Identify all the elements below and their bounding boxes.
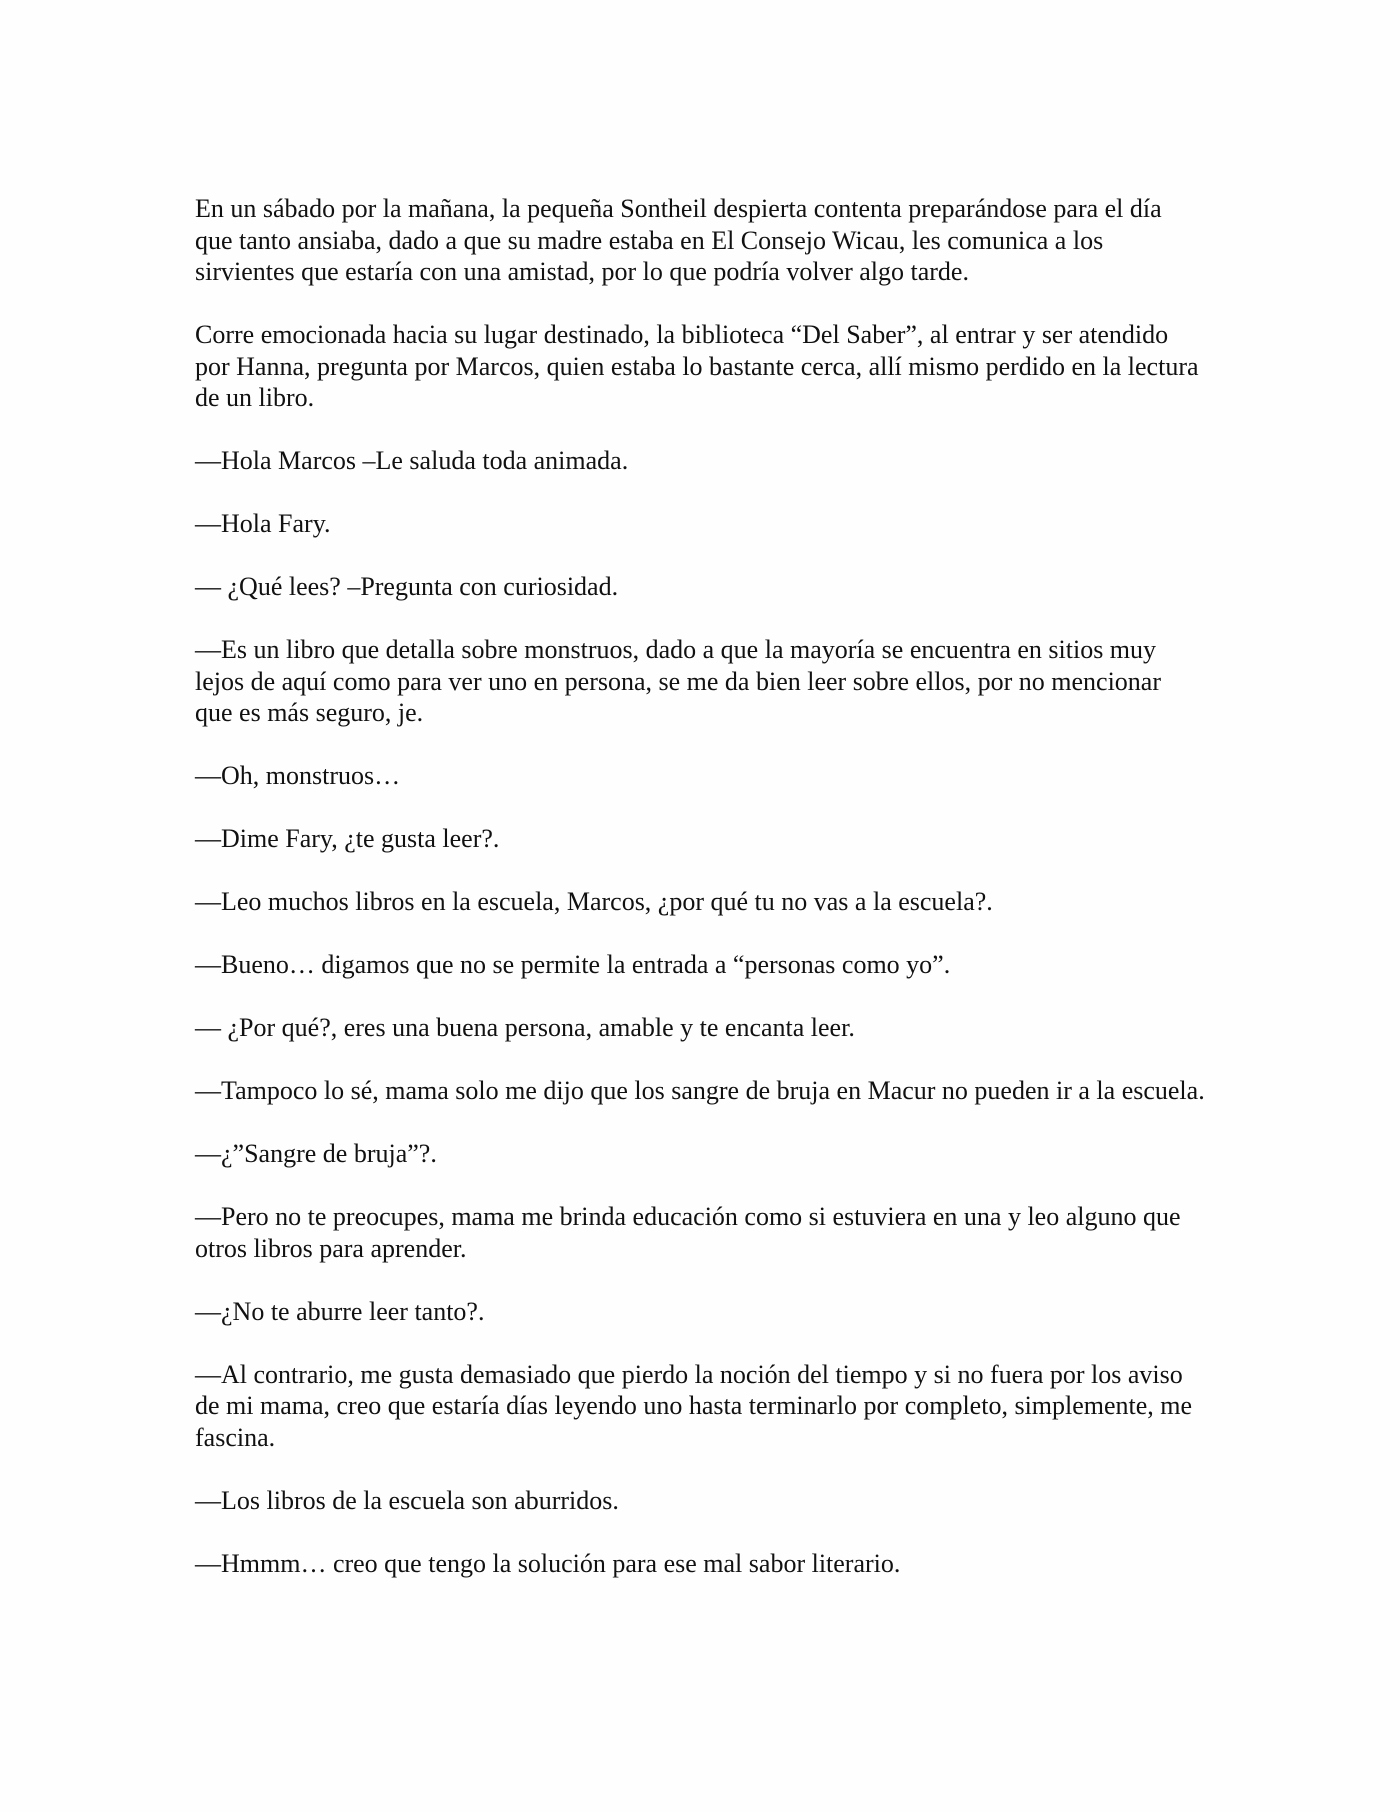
- dialogue-line: —¿No te aburre leer tanto?.: [195, 1296, 485, 1326]
- dialogue-line: —Tampoco lo sé, mama solo me dijo que los sangre de bruja en Macur no pueden ir a la escuela.: [195, 1076, 1205, 1105]
- dialogue-line: —Leo muchos libros en la escuela, Marcos, ¿por qué tu no vas a la escuela?.: [195, 887, 993, 916]
- dialogue-line: —Hmmm… creo que tengo la solución para ese mal sabor literario.: [195, 1548, 901, 1578]
- dialogue-line: —Es un libro que detalla sobre monstruos, dado a que la mayoría se encuentra en sitios muy lejos de aquí como para ver uno en persona, se me da bien leer sobre ellos, por no mencionar que es más seguro, je.: [195, 635, 1161, 727]
- dialogue-line: —Hola Marcos –Le saluda toda animada.: [195, 446, 629, 475]
- dialogue-line: —Los libros de la escuela son aburridos.: [195, 1485, 619, 1515]
- dialogue-line: —Hola Fary.: [195, 509, 331, 538]
- dialogue-line: — ¿Qué lees? –Pregunta con curiosidad.: [195, 572, 619, 601]
- dialogue-line: — ¿Por qué?, eres una buena persona, amable y te encanta leer.: [195, 1013, 855, 1042]
- paragraph-narration-2: Corre emocionada hacia su lugar destinado, la biblioteca “Del Saber”, al entrar y ser atendido por Hanna, pregunta por Marcos, quien estaba lo bastante cerca, allí mismo perdido en la lectura de un libro.: [195, 320, 1199, 412]
- dialogue-line: —Al contrario, me gusta demasiado que pierdo la noción del tiempo y si no fuera por los aviso de mi mama, creo que estaría días leyendo uno hasta terminarlo por completo, simplemente, me fascina.: [195, 1359, 1193, 1452]
- paragraph-narration-1: En un sábado por la mañana, la pequeña Sontheil despierta contenta preparándose para el día que tanto ansiaba, dado a que su madre estaba en El Consejo Wicau, les comunica a los sirvientes que estaría con una amistad, por lo que podría volver algo tarde.: [195, 194, 1162, 286]
- dialogue-line: —Oh, monstruos…: [195, 761, 401, 790]
- body-text: [195, 193, 1205, 1611]
- dialogue-line: —Pero no te preocupes, mama me brinda educación como si estuviera en una y leo alguno que otros libros para aprender.: [195, 1202, 1181, 1263]
- dialogue-line: —Bueno… digamos que no se permite la entrada a “personas como yo”.: [195, 950, 951, 979]
- dialogue-line: —¿”Sangre de bruja”?.: [195, 1139, 437, 1168]
- dialogue-line: —Dime Fary, ¿te gusta leer?.: [195, 824, 500, 853]
